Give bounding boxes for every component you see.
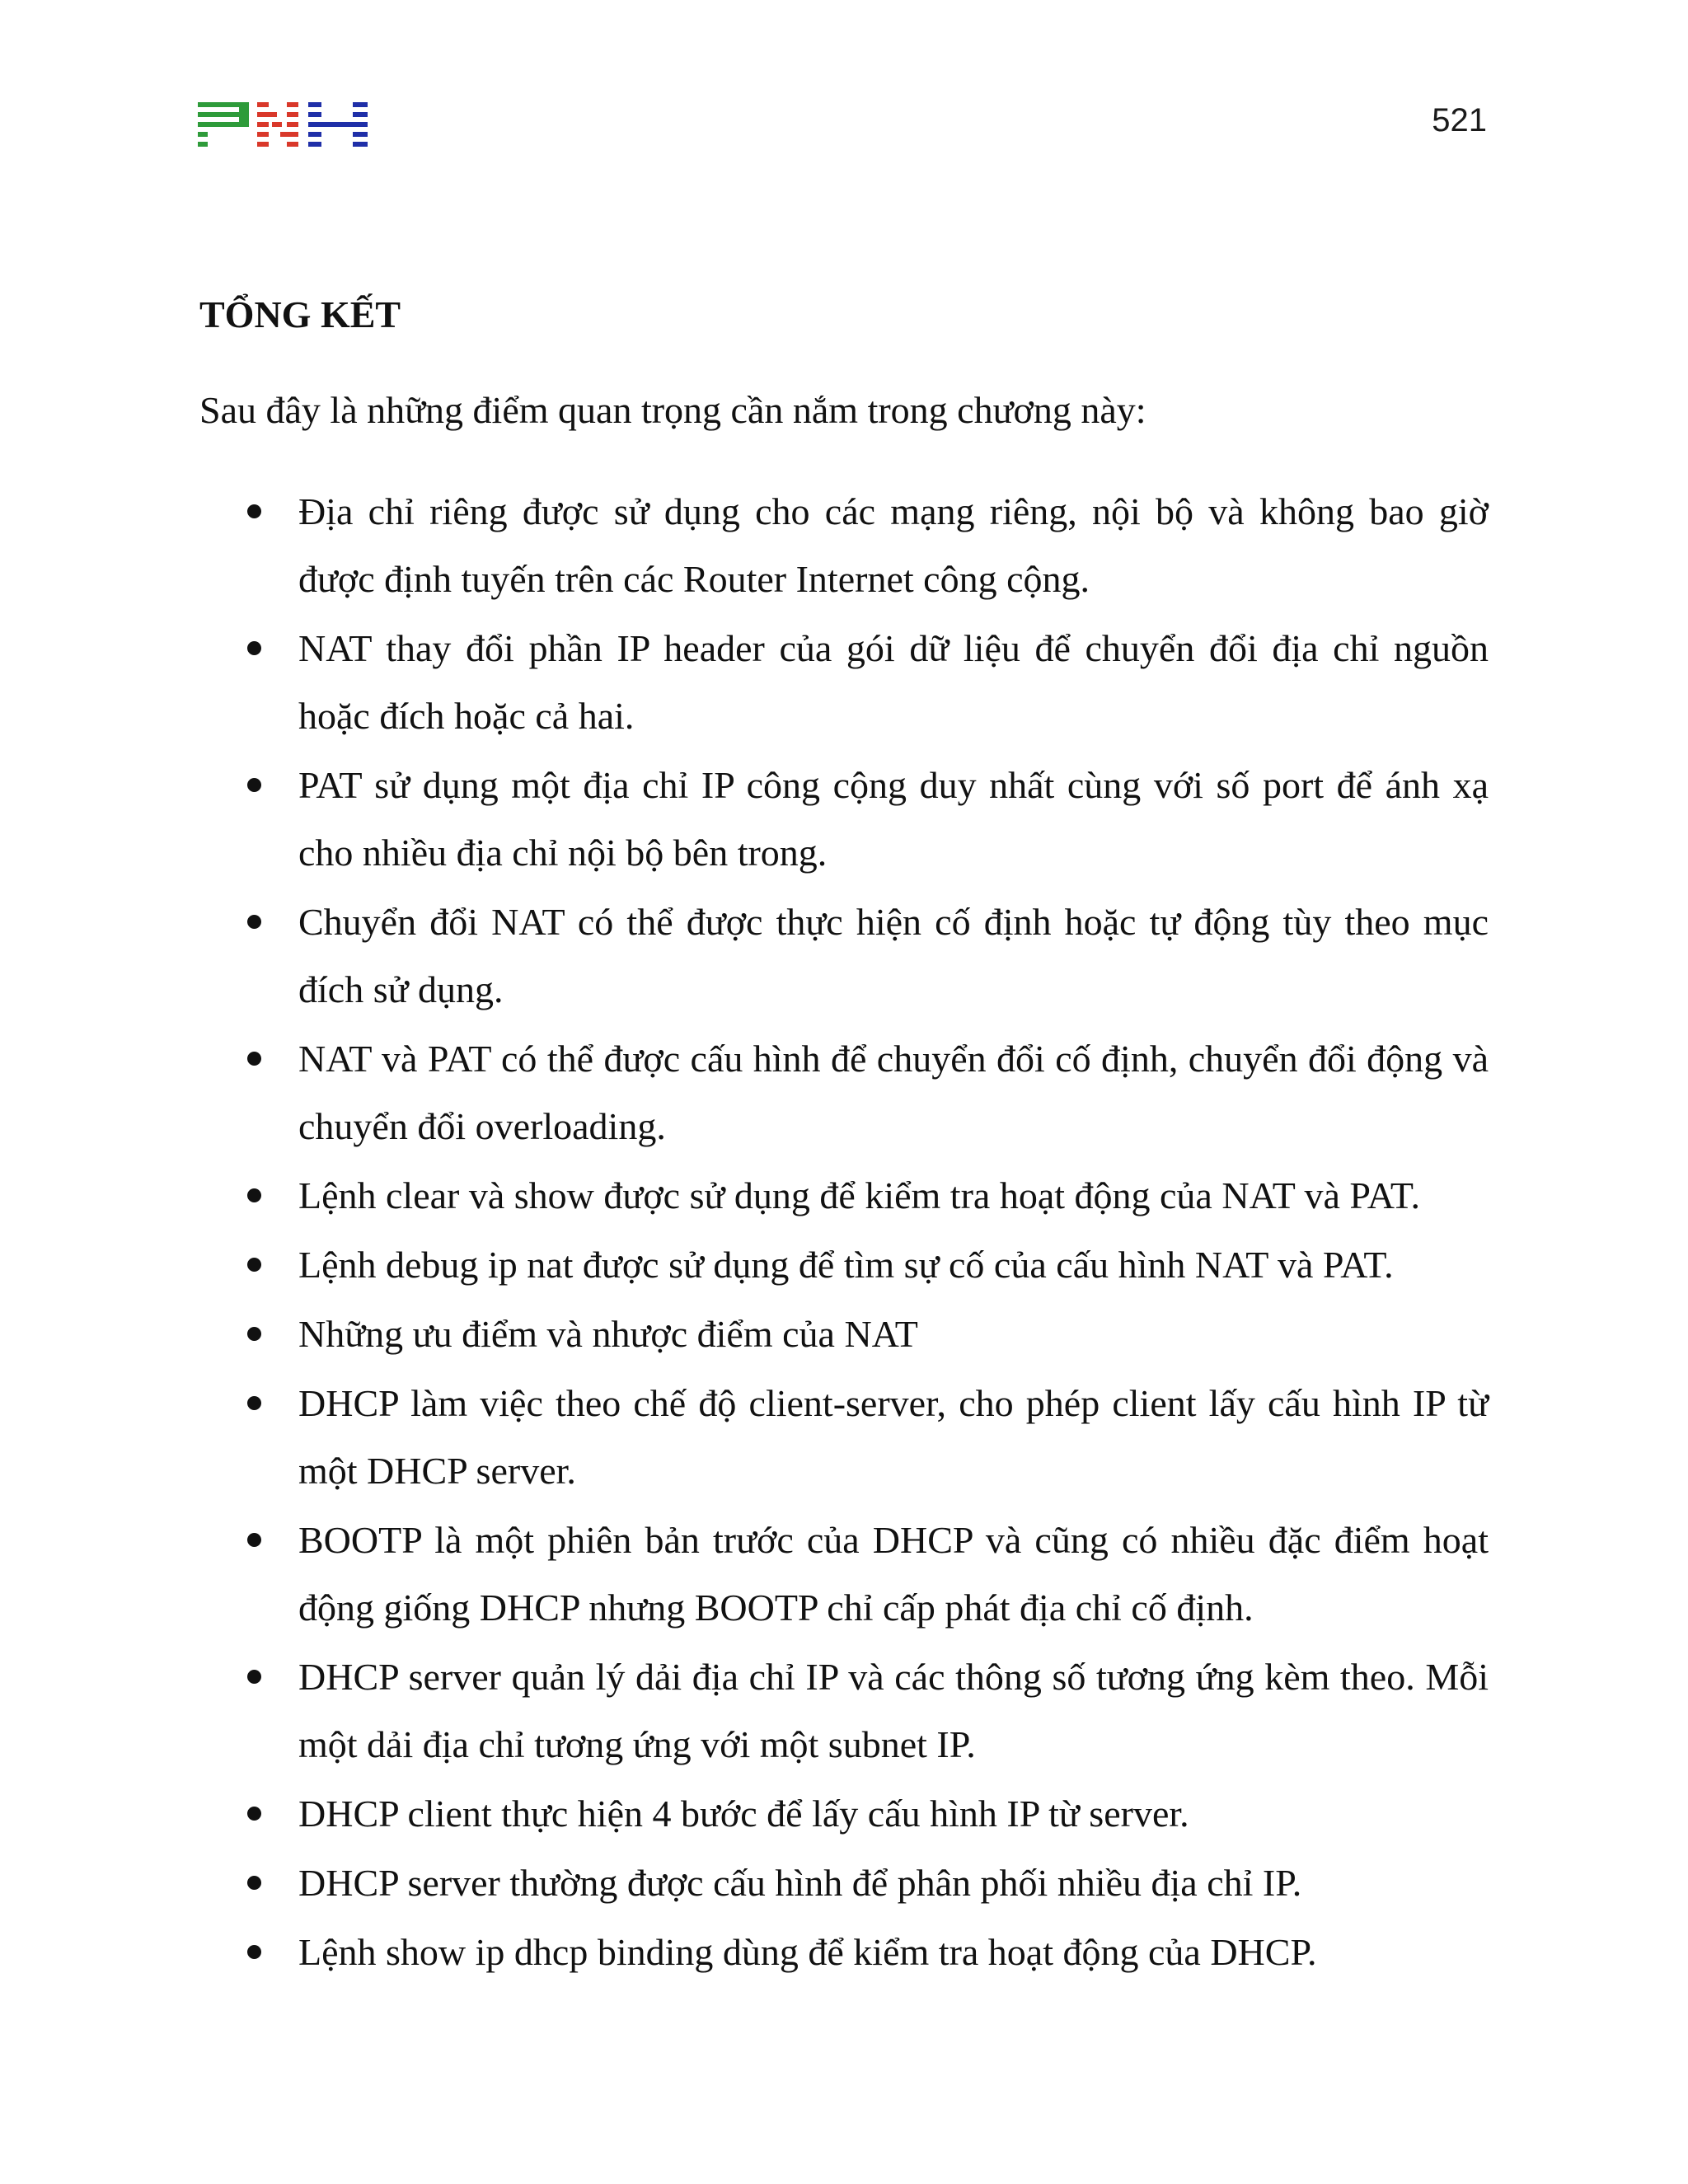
summary-item (199, 1370, 1489, 1505)
bullet-icon (247, 1052, 261, 1066)
summary-item-text: NAT và PAT có thể được cấu hình để chuyển đổi cố định, chuyển đổi động và chuyển đổi overloading. (298, 1038, 1489, 1147)
summary-item (199, 1162, 1489, 1230)
bullet-icon (247, 641, 261, 655)
summary-item (199, 1025, 1489, 1160)
summary-item-text: PAT sử dụng một địa chỉ IP công cộng duy nhất cùng với số port để ánh xạ cho nhiều địa chỉ nội bộ bên trong. (298, 764, 1489, 874)
summary-list (199, 478, 1489, 1988)
bullet-icon (247, 1327, 261, 1341)
summary-item (199, 478, 1489, 613)
bullet-icon (247, 504, 261, 518)
bullet-icon (247, 1533, 261, 1547)
bullet-icon (247, 1396, 261, 1410)
summary-item-text: DHCP làm việc theo chế độ client-server, cho phép client lấy cấu hình IP từ một DHCP server. (298, 1382, 1489, 1492)
bullet-icon (247, 1876, 261, 1890)
summary-item-text: Địa chỉ riêng được sử dụng cho các mạng riêng, nội bộ và không bao giờ được định tuyến trên các Router Internet công cộng. (298, 490, 1489, 600)
pnh-logo-graphic (198, 102, 368, 148)
bullet-icon (247, 778, 261, 792)
summary-item (199, 615, 1489, 750)
summary-item-text: Những ưu điểm và nhược điểm của NAT (298, 1313, 918, 1355)
summary-item-text: DHCP server quản lý dải địa chỉ IP và các thông số tương ứng kèm theo. Mỗi một dải địa chỉ tương ứng với một subnet IP. (298, 1656, 1489, 1765)
bullet-icon (247, 915, 261, 929)
summary-item (199, 1643, 1489, 1779)
summary-item-text: Lệnh debug ip nat được sử dụng để tìm sự cố của cấu hình NAT và PAT. (298, 1244, 1394, 1286)
section-title: TỔNG KẾT (199, 293, 401, 335)
summary-item-text: Lệnh show ip dhcp binding dùng để kiểm tra hoạt động của DHCP. (298, 1931, 1317, 1973)
summary-item-text: BOOTP là một phiên bản trước của DHCP và cũng có nhiều đặc điểm hoạt động giống DHCP nhưng BOOTP chỉ cấp phát địa chỉ cố định. (298, 1519, 1489, 1629)
summary-item (199, 1849, 1489, 1917)
summary-item-text: DHCP client thực hiện 4 bước để lấy cấu hình IP từ server. (298, 1793, 1189, 1835)
bullet-icon (247, 1945, 261, 1959)
bullet-icon (247, 1188, 261, 1202)
bullet-icon (247, 1807, 261, 1821)
summary-item-text: NAT thay đổi phần IP header của gói dữ liệu để chuyển đổi địa chỉ nguồn hoặc đích hoặc cả hai. (298, 627, 1489, 737)
page-number: 521 (1432, 102, 1487, 138)
pnh-logo (198, 102, 368, 148)
summary-item (199, 1301, 1489, 1368)
summary-item (199, 1919, 1489, 1986)
summary-item (199, 752, 1489, 887)
summary-item (199, 1231, 1489, 1299)
summary-item-text: Chuyển đổi NAT có thể được thực hiện cố định hoặc tự động tùy theo mục đích sử dụng. (298, 901, 1489, 1010)
summary-item-text: DHCP server thường được cấu hình để phân phối nhiều địa chỉ IP. (298, 1862, 1302, 1904)
bullet-icon (247, 1258, 261, 1272)
bullet-icon (247, 1670, 261, 1684)
summary-item-text: Lệnh clear và show được sử dụng để kiểm tra hoạt động của NAT và PAT. (298, 1174, 1421, 1216)
summary-item (199, 1507, 1489, 1642)
intro-paragraph: Sau đây là những điểm quan trọng cần nắm trong chương này: (199, 389, 1146, 431)
summary-item (199, 888, 1489, 1024)
summary-item (199, 1780, 1489, 1848)
